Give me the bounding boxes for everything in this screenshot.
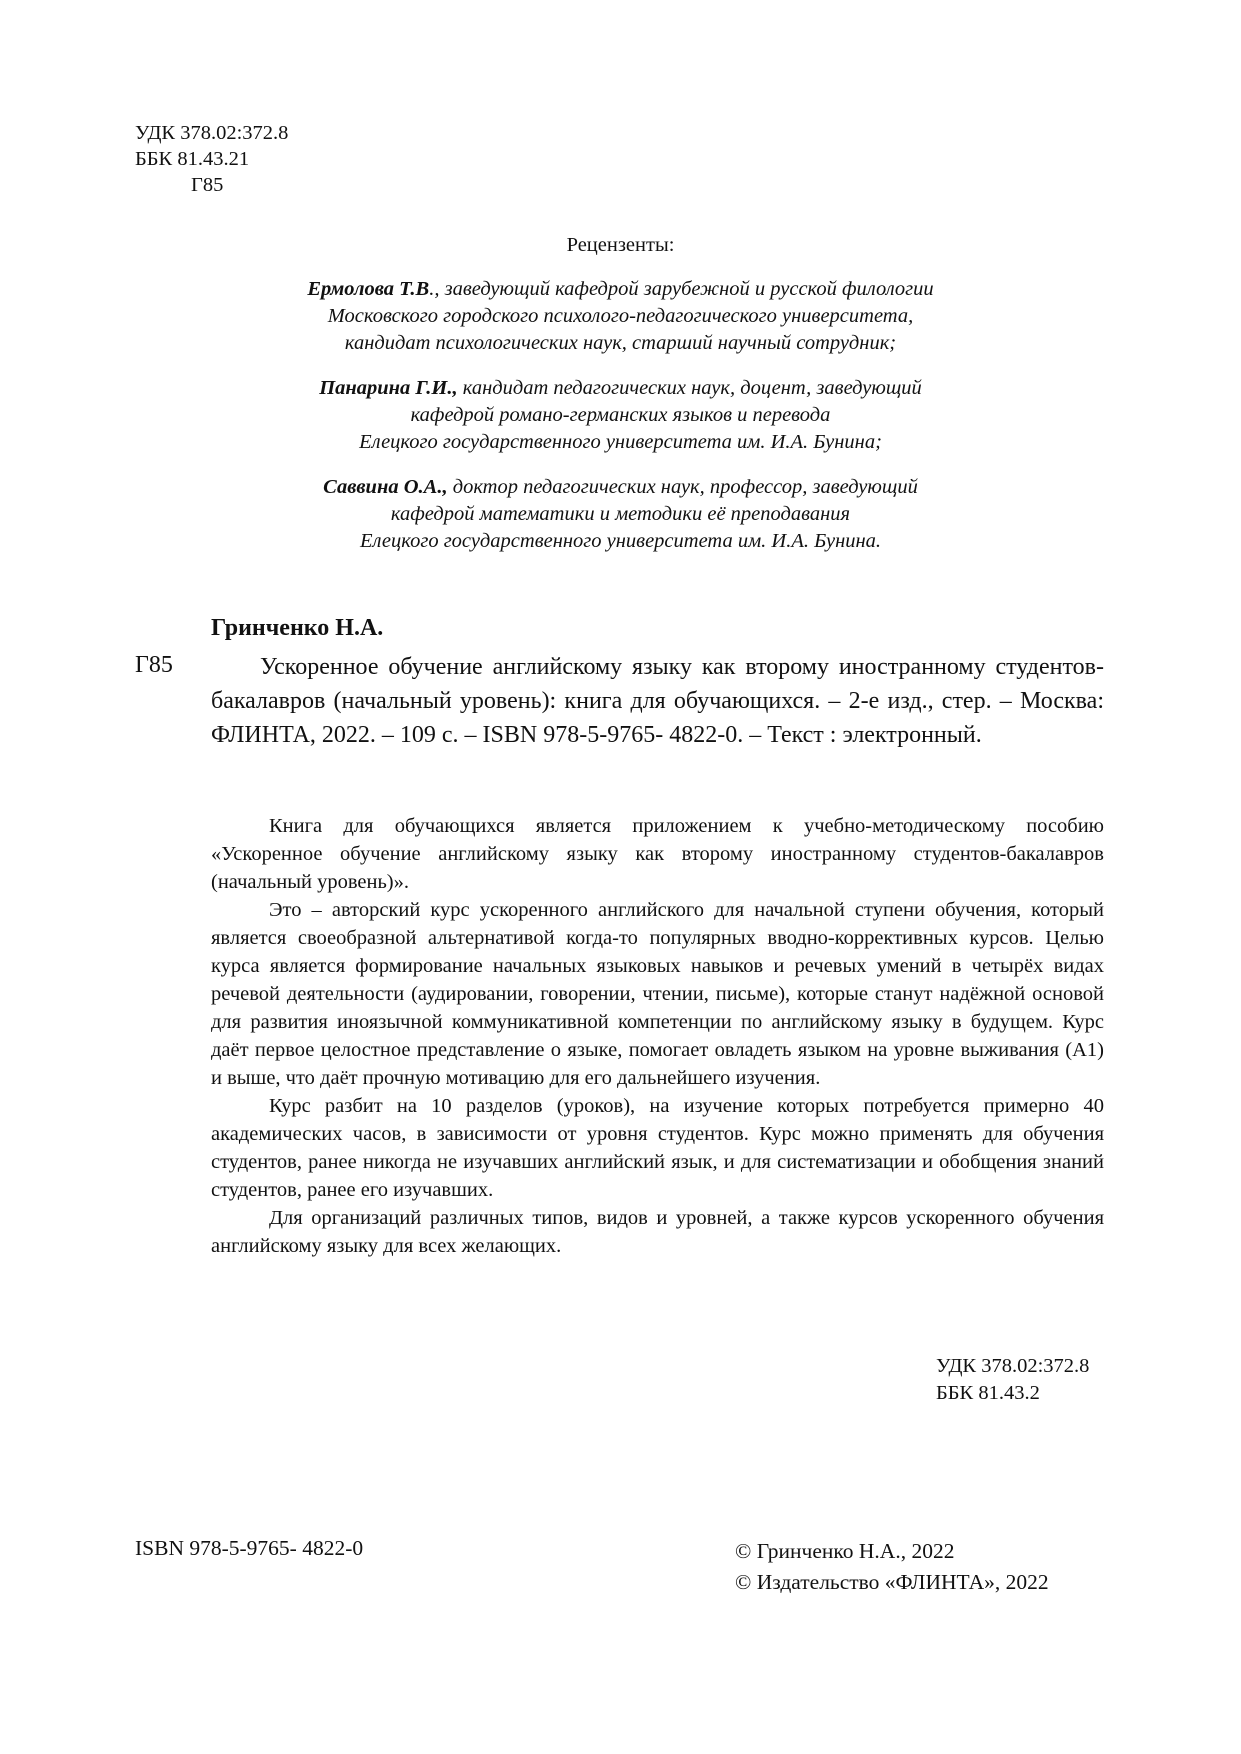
udk-code-bottom: УДК 378.02:372.8 (936, 1355, 1090, 1377)
reviewer-1 (0, 276, 1241, 357)
classification-codes-bottom (936, 1353, 1089, 1407)
isbn: ISBN 978-5-9765- 4822-0 (135, 1536, 364, 1560)
copyright-publisher: © Издательство «ФЛИНТА», 2022 (735, 1570, 1049, 1594)
bibliographic-entry-text: Ускоренное обучение английскому языку как второму иностранному студентов-бакалавров (начальный уровень): книга для обучающихся. – 2-е изд., стер. – Москва: ФЛИНТА, 2022. – 109 с. – ISBN 978-5-9765- 4822-0. – Текст : электронный. (211, 654, 1104, 748)
reviewer-3-line-2: кафедрой математики и методики её преподавания (390, 503, 851, 525)
reviewer-2 (0, 375, 1241, 456)
bibliographic-code: Г85 (135, 652, 173, 678)
udk-code: УДК 378.02:372.8 (135, 122, 289, 144)
reviewer-2-name: Панарина Г.И., (319, 377, 458, 399)
reviewer-2-line-1: Панарина Г.И., кандидат педагогических наук, доцент, заведующий (319, 377, 922, 399)
copyright-author: © Гринченко Н.А., 2022 (735, 1539, 955, 1563)
copyright-block (735, 1536, 1049, 1598)
annotation-paragraph: Курс разбит на 10 разделов (уроков), на изучение которых потребуется примерно 40 академических часов, в зависимости от уровня студентов. Курс можно применять для обучения студентов, ранее никогда не изучавших английский язык, и для систематизации и обобщения знаний студентов, ранее его изучавших. (211, 1095, 1104, 1201)
reviewer-3 (0, 474, 1241, 555)
classification-codes-top (135, 120, 288, 198)
reviewer-3-line-1: Саввина О.А., доктор педагогических наук, профессор, заведующий (323, 476, 918, 498)
bibliographic-entry (211, 650, 1104, 752)
author-name: Гринченко Н.А. (211, 615, 384, 641)
reviewer-1-line-1: Ермолова Т.В., заведующий кафедрой зарубежной и русской филологии (307, 278, 934, 300)
author-mark-code: Г85 (191, 174, 224, 196)
annotation-paragraph: Это – авторский курс ускоренного английского для начальной ступени обучения, который является своеобразной альтернативой когда-то популярных вводно-коррективных курсов. Целью курса является формирование начальных языковых навыков и речевых умений в четырёх видах речевой деятельности (аудировании, говорении, чтении, письме), которые станут надёжной основой для развития иноязычной коммуникативной компетенции по английскому языку в будущем. Курс даёт первое целостное представление о языке, помогает овладеть языком на уровне выживания (А1) и выше, что даёт прочную мотивацию для его дальнейшего изучения. (211, 899, 1104, 1089)
reviewers-title: Рецензенты: (566, 234, 675, 256)
reviewer-2-line-3: Елецкого государственного университета им. И.А. Бунина; (359, 431, 882, 453)
bbk-code: ББК 81.43.21 (135, 148, 250, 170)
reviewer-1-line-3: кандидат психологических наук, старший научный сотрудник; (344, 332, 897, 354)
bbk-code-bottom: ББК 81.43.2 (936, 1382, 1040, 1404)
reviewer-1-name: Ермолова Т.В (307, 278, 430, 300)
reviewer-3-line-3: Елецкого государственного университета им. И.А. Бунина. (359, 530, 882, 552)
annotation (211, 812, 1104, 1260)
reviewer-3-name: Саввина О.А., (323, 476, 448, 498)
reviewer-2-line-2: кафедрой романо-германских языков и перевода (410, 404, 831, 426)
reviewer-1-line-2: Московского городского психолого-педагогического университета, (327, 305, 914, 327)
annotation-paragraph: Книга для обучающихся является приложением к учебно-методическому пособию «Ускоренное обучение английскому языку как второму иностранному студентов-бакалавров (начальный уровень)». (211, 815, 1104, 893)
annotation-paragraph: Для организаций различных типов, видов и уровней, а также курсов ускоренного обучения английскому языку для всех желающих. (211, 1207, 1104, 1257)
